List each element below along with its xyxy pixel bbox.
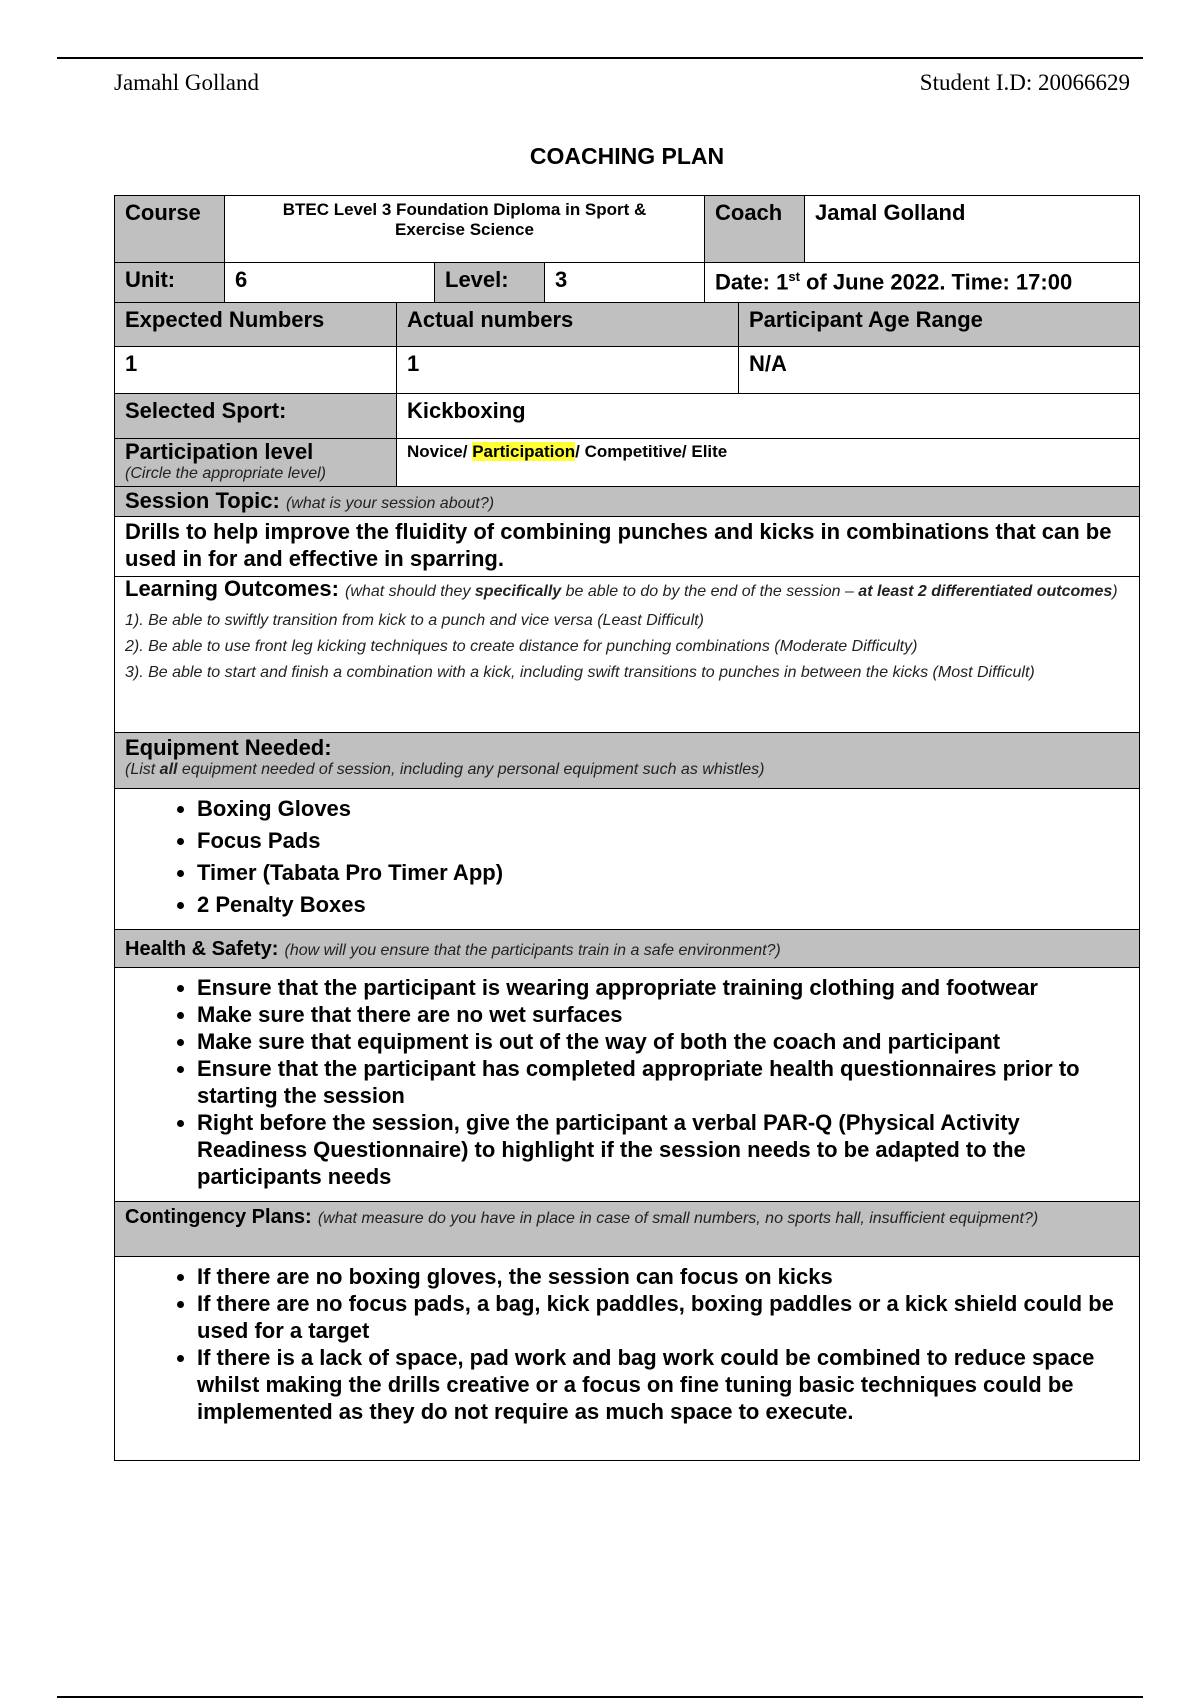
- learning-outcome-3: 3). Be able to start and finish a combination with a kick, including swift transitions to punches in between the kicks (Most Difficult): [125, 663, 1035, 681]
- expected-numbers-label: Expected Numbers: [115, 303, 397, 347]
- list-item: • Make sure that equipment is out of the way of both the coach and participant: [197, 1028, 1129, 1055]
- date-prefix: Date: 1: [715, 268, 789, 294]
- option-participation-selected[interactable]: Participation: [472, 441, 576, 461]
- actual-numbers-value: 1: [397, 347, 739, 394]
- contingency-list: [125, 1263, 1129, 1425]
- list-item: • Make sure that there are no wet surfaces: [197, 1001, 1129, 1028]
- list-item: • Boxing Gloves: [197, 793, 1129, 825]
- page-title: COACHING PLAN: [529, 143, 725, 169]
- coaching-plan-table: [114, 195, 1140, 1461]
- list-item: • Ensure that the participant has completed appropriate health questionnaires prior to starting the session: [197, 1055, 1129, 1109]
- lo-hint-b: specifically: [474, 582, 562, 600]
- course-value-line1: BTEC Level 3 Foundation Diploma in Sport &: [282, 200, 647, 219]
- equipment-table: [114, 732, 1140, 930]
- session-topic-value: Drills to help improve the fluidity of combining punches and kicks in combinations that can be used in for and effective in sparring.: [115, 517, 1140, 577]
- course-label: Course: [115, 196, 225, 263]
- session-topic-table: [114, 486, 1140, 577]
- equipment-list: [125, 793, 1129, 921]
- sport-table: [114, 393, 1140, 488]
- equipment-header: [115, 733, 1140, 789]
- lo-hint-e: ): [1112, 582, 1118, 600]
- learning-outcomes-table: [114, 576, 1140, 734]
- health-safety-list: [125, 974, 1129, 1190]
- equipment-label: Equipment Needed:: [125, 735, 332, 760]
- equipment-list-cell: [115, 789, 1140, 930]
- course-row: [114, 195, 1140, 263]
- equipment-hint-b: all: [159, 761, 178, 778]
- student-id: Student I.D: 20066629: [919, 70, 1130, 95]
- learning-outcomes-cell: [115, 576, 1140, 733]
- participation-hint: (Circle the appropriate level): [125, 464, 326, 482]
- list-item: • If there is a lack of space, pad work and bag work could be combined to reduce space whilst making the drills creative or a focus on fine tuning basic techniques could be implemented as they do not require as much space to execute.: [197, 1344, 1129, 1425]
- participation-level-label: [115, 438, 397, 487]
- numbers-table: [114, 302, 1140, 394]
- list-item: • If there are no focus pads, a bag, kick paddles, boxing paddles or a kick shield could be used for a target: [197, 1290, 1129, 1344]
- learning-outcome-1: 1). Be able to swiftly transition from kick to a punch and vice versa (Least Difficult): [125, 611, 704, 629]
- actual-numbers-label: Actual numbers: [397, 303, 739, 347]
- option-novice[interactable]: Novice/: [407, 441, 473, 461]
- list-item: • Ensure that the participant is wearing appropriate training clothing and footwear: [197, 974, 1129, 1001]
- bottom-rule: [57, 1696, 1143, 1698]
- contingency-list-cell: [115, 1257, 1140, 1461]
- contingency-table: [114, 1201, 1140, 1461]
- lo-hint-c: be able to do by the end of the session –: [561, 582, 859, 600]
- selected-sport-label: Selected Sport:: [115, 393, 397, 438]
- date-time: [705, 262, 1140, 303]
- unit-value: 6: [225, 262, 435, 303]
- age-range-value: N/A: [739, 347, 1140, 394]
- unit-label: Unit:: [115, 262, 225, 303]
- author-name: Jamahl Golland: [114, 70, 259, 95]
- contingency-header: [115, 1202, 1140, 1257]
- health-safety-header: [115, 929, 1140, 967]
- equipment-hint-c: equipment needed of session, including any personal equipment such as whistles): [177, 761, 765, 778]
- lo-hint-a: (what should they: [345, 582, 475, 600]
- age-range-label: Participant Age Range: [739, 303, 1140, 347]
- list-item: • Timer (Tabata Pro Timer App): [197, 857, 1129, 889]
- session-topic-header: [115, 487, 1140, 517]
- level-label: Level:: [435, 262, 545, 303]
- session-topic-hint: (what is your session about?): [285, 495, 495, 512]
- coach-label: Coach: [705, 196, 805, 263]
- session-topic-label: Session Topic:: [125, 488, 280, 513]
- participation-options: [397, 438, 1140, 487]
- health-safety-table: [114, 929, 1140, 1203]
- coach-value: Jamal Golland: [805, 196, 1140, 263]
- learning-outcomes-label: Learning Outcomes:: [125, 576, 339, 601]
- list-item: • Focus Pads: [197, 825, 1129, 857]
- participation-label-text: Participation level: [125, 438, 314, 464]
- list-item: • If there are no boxing gloves, the session can focus on kicks: [197, 1263, 1129, 1290]
- expected-numbers-value: 1: [115, 347, 397, 394]
- learning-outcome-2: 2). Be able to use front leg kicking techniques to create distance for punching combinations (Moderate Difficulty): [125, 637, 918, 655]
- date-suffix: of June 2022. Time: 17:00: [799, 268, 1073, 294]
- health-safety-hint: (how will you ensure that the participants train in a safe environment?): [284, 941, 781, 959]
- level-value: 3: [545, 262, 705, 303]
- list-item: • Right before the session, give the participant a verbal PAR-Q (Physical Activity Readiness Questionnaire) to highlight if the session needs to be adapted to the participants needs: [197, 1109, 1129, 1190]
- course-value: [225, 196, 705, 263]
- top-rule: [57, 57, 1143, 59]
- contingency-hint: (what measure do you have in place in case of small numbers, no sports hall, insufficient equipment?): [317, 1210, 1039, 1227]
- contingency-label: Contingency Plans:: [125, 1206, 312, 1228]
- date-sup: st: [788, 268, 800, 284]
- unit-row: [114, 262, 1140, 304]
- equipment-hint: [125, 761, 1129, 779]
- health-safety-list-cell: [115, 967, 1140, 1202]
- selected-sport-value: Kickboxing: [397, 393, 1140, 438]
- equipment-hint-a: (List: [125, 761, 160, 778]
- lo-hint-d: at least 2 differentiated outcomes: [858, 582, 1113, 600]
- list-item: • 2 Penalty Boxes: [197, 889, 1129, 921]
- course-value-line2: Exercise Science: [395, 220, 534, 239]
- option-rest[interactable]: / Competitive/ Elite: [575, 441, 728, 461]
- health-safety-label: Health & Safety:: [125, 937, 279, 960]
